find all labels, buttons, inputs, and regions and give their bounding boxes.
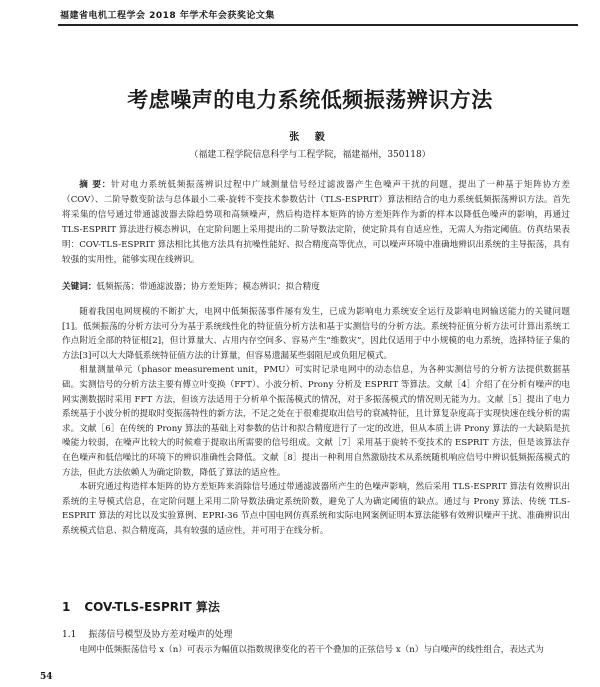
affiliation: （福建工程学院信息科学与工程学院，福建福州，350118） [189,150,431,160]
keywords-label: 关键词： [62,282,97,292]
subsection-number: 1.1 [62,630,77,640]
paper-title: 考虑噪声的电力系统低频振荡辨识方法 [127,88,493,112]
section-heading-1 [62,598,570,615]
running-header: 福建省电机工程学会 2018 年学术年会获奖论文集 [60,11,275,21]
page-number: 54 [40,672,53,682]
keywords [62,280,570,295]
paragraph: 随着我国电网规模的不断扩大，电网中低频振荡事件屡有发生，已成为影响电力系统安全运行及影响电网输送能力的关键问题[1]。低频振荡的分析方法可分为基于系统线性化的特征值分析方法和基于实测信号的分析方法。系统特征值分析方法可计算出系统工作点附近全部的特征根[2]，但计算量大、占用内存空间多、容易产生“维数灾”，因此仅适用于中小规模的电力系统，选择特征子集的方法[3]可以大大降低系统特征值方法的计算量，但容易遗漏某些弱阻尼或负阻尼模式。 [62,307,570,361]
subsection-title: 振荡信号模型及协方差对噪声的处理 [88,630,233,640]
section-body [62,643,570,658]
paragraph: 电网中低频振荡信号 x（n）可表示为幅值以指数规律变化的若干个叠加的正弦信号 x（n）与白噪声的线性组合，表达式为 [79,645,544,655]
abstract-label: 摘 要： [79,180,112,190]
subsection-heading-1-1 [62,627,570,640]
section-title: COV-TLS-ESPRIT 算法 [84,600,220,614]
author: 张 毅 [289,132,331,143]
introduction [62,305,570,539]
paragraph: 本研究通过构造样本矩阵的协方差矩阵来消除信号通过带通滤波器所产生的色噪声影响，然后采用 TLS-ESPRIT 算法有效辨识出系统的主导模式信息，在定阶问题上采用二阶导数法确定系统阶数，避免了人为确定阈值的缺点。通过与 Prony 算法、传统 TLS-ESPRIT 算法的对比以及实验算例、EPRI-36 节点中国电网仿真系统和实际电网案例证明本算法能够有效辨识噪声干扰、准确辨识出系统模式信息、拟合精度高，具有较强的适应性，并可用于在线分析。 [62,482,570,536]
paragraph: 相量测量单元（phasor measurement unit，PMU）可实时记录电网中的动态信息，为各种实测信号的分析方法提供数据基础。实测信号的分析方法主要有傅立叶变换（FFT）、小波分析、Prony 分析及 ESPRIT 等算法。文献［4］介绍了在分析有噪声的电网实测数据时采用 FFT 方法，但该方法适用于分析单个振荡模式的情况，对于多振荡模式的情况则无能为力。文献［5］提出了电力系统基于小波分析的提取时变振荡特性的新方法，不足之处在于很难提取出信号的衰减特征，且计算复杂度高于实现快速在线分析的需求。文献［6］在传统的 Prony 算法的基础上对参数的估计和拟合精度进行了一定的改进，但从本质上讲 Prony 算法的一大缺陷是抗噪能力较弱，在噪声比较大的时候难于提取出所需要的信号组成。文献［7］采用基于旋转不变技术的 ESPRIT 方法，但是该算法存在色噪声和低信噪比的环境下的辨识准确性会降低。文献［8］提出一种利用自然激励技术从系统随机响应信号中辨识低频振荡模式的方法，但此方法依赖人为确定阶数，降低了算法的适应性。 [62,365,570,478]
keywords-text: 低频振荡；带通滤波器；协方差矩阵；模态辨识；拟合精度 [96,282,320,292]
section-number: 1 [62,600,71,614]
abstract [62,178,570,268]
header-rule [58,24,578,26]
abstract-text: 针对电力系统低频振荡辨识过程中广域测量信号经过滤波器产生色噪声干扰的问题，提出了一种基于矩阵协方差（COV）、二阶导数变阶法与总体最小二乘-旋转不变技术参数估计（TLS-ESPRIT）算法相结合的电力系统低频振荡辨识方法。首先将采集的信号通过带通滤波器去除趋势项和高频噪声，然后构造样本矩阵的协方差矩阵作为新的样本以降低色噪声的影响，再通过 TLS-ESPRIT 算法进行模态辨识，在定阶问题上采用提出的二阶导数法定阶，使定阶具有自适应性，无需人为指定阈值。仿真结果表明：COV-TLS-ESPRIT 算法相比其他方法具有抗噪性能好、拟合精度高等优点，可以噪声环境中准确地辨识出系统的主导振荡，具有较强的实用性，能够实现在线辨识。 [62,180,570,265]
